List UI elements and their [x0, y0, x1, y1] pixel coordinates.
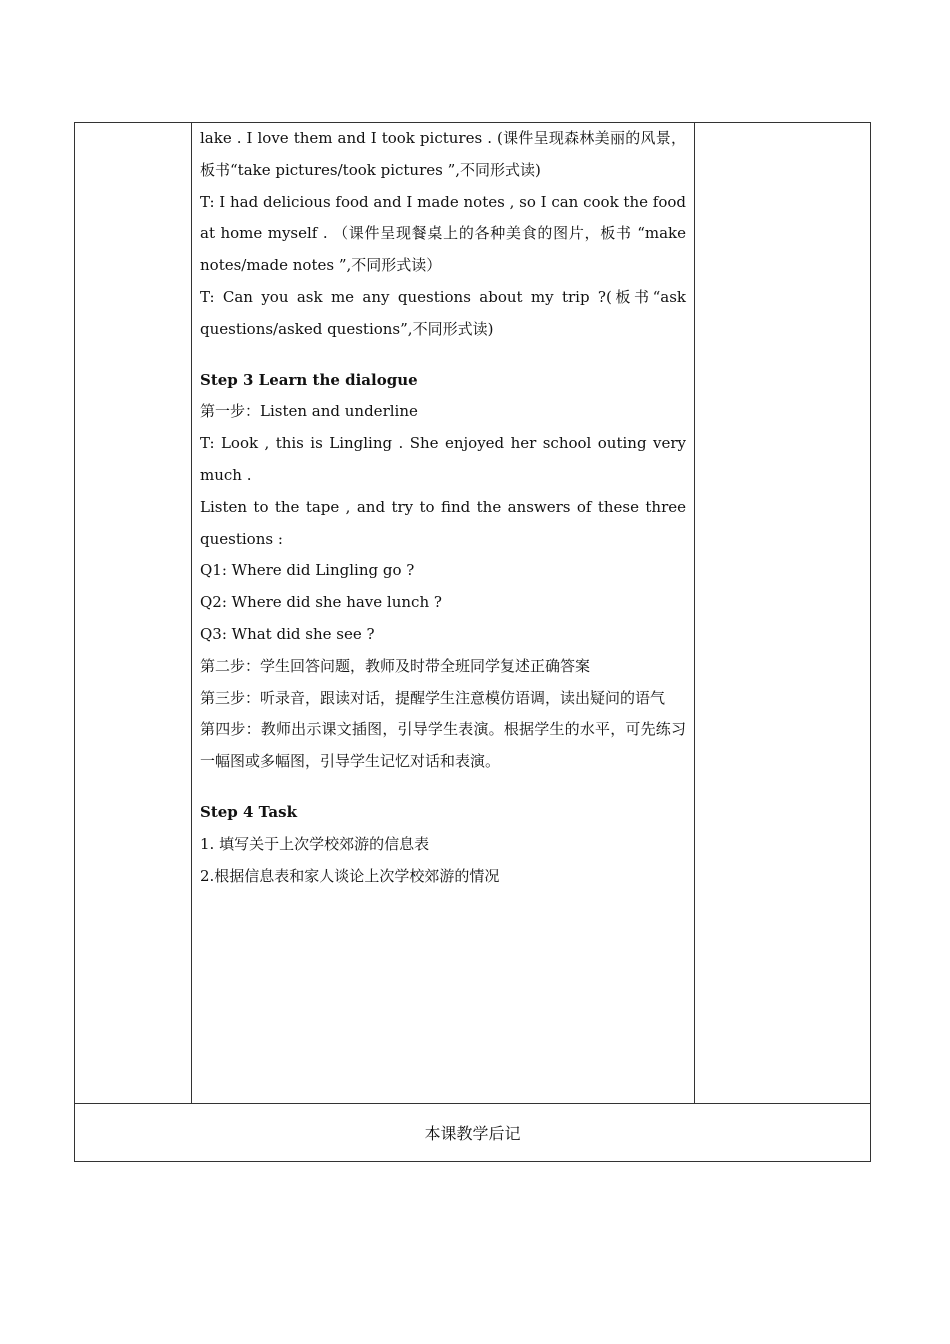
- left-column-cell: [75, 123, 192, 1103]
- step4-item-2: 2.根据信息表和家人谈论上次学校郊游的情况: [200, 866, 500, 885]
- question-3: Q3: What did she see ?: [200, 624, 375, 643]
- reflection-label: 本课教学后记: [424, 1124, 521, 1143]
- question-1: Q1: Where did Lingling go ?: [200, 561, 415, 580]
- step3-teacher-line-2: Listen to the tape , and try to find the answers of these three questions :: [200, 497, 686, 548]
- lesson-plan-table: [74, 122, 871, 1162]
- step3-substep-1: 第一步：Listen and underline: [200, 402, 418, 421]
- paragraph-food: T: I had delicious food and I made notes , so I can cook the food at home myself . （课件呈现餐桌上的各种美食的图片，板书 “make notes/made notes ”,不同形式读）: [200, 192, 686, 275]
- procedure-content: [200, 123, 686, 892]
- step4-title: Step 4 Task: [200, 802, 297, 821]
- step3-title: Step 3 Learn the dialogue: [200, 370, 418, 389]
- question-2: Q2: Where did she have lunch ?: [200, 593, 442, 612]
- paragraph-lake: lake . I love them and I took pictures . (课件呈现森林美丽的风景，板书“take pictures/took pictures ”,不同形式读): [200, 129, 686, 179]
- right-column-cell: [695, 123, 870, 1103]
- step3-substep-2: 第二步：学生回答问题，教师及时带全班同学复述正确答案: [200, 656, 591, 675]
- paragraph-questions: T: Can you ask me any questions about my trip ?(板书“ask questions/asked questions”,不同形式读): [200, 287, 686, 338]
- procedure-column-cell: [192, 123, 695, 1103]
- step3-substep-3: 第三步：听录音，跟读对话，提醒学生注意模仿语调，读出疑问的语气: [200, 688, 666, 707]
- step3-substep-4: 第四步：教师出示课文插图，引导学生表演。根据学生的水平，可先练习一幅图或多幅图，引导学生记忆对话和表演。: [200, 720, 686, 771]
- step3-teacher-line-1: T: Look , this is Lingling . She enjoyed her school outing very much .: [200, 434, 686, 484]
- reflection-row: [75, 1103, 870, 1161]
- step4-item-1: 1. 填写关于上次学校郊游的信息表: [200, 834, 430, 853]
